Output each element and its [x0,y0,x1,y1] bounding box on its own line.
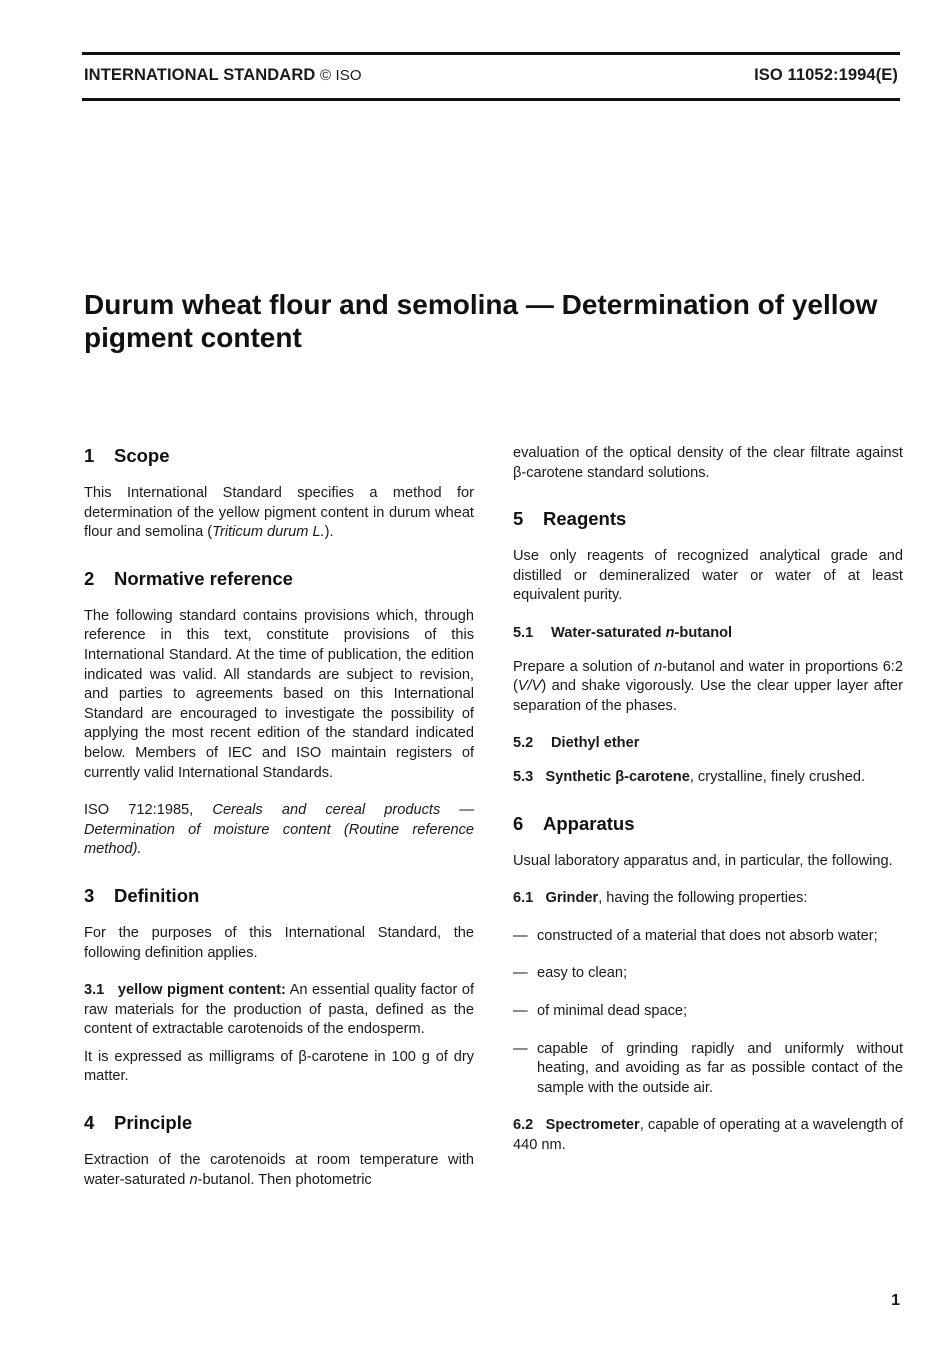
reagent-carotene [513,768,903,788]
section-title: Definition [114,884,200,906]
text-run: n [654,658,663,675]
section-heading-definition [84,884,474,908]
reference-code: ISO 712:1985, [84,802,194,819]
definition-note: It is expressed as milligrams of β-carotene in 100 g of dry matter. [84,1048,474,1085]
list-item-text: of minimal dead space; [537,1002,688,1019]
clause-title: Grinder [545,890,599,907]
text-run: Extraction of the carotenoids at room temperature with water-saturated [84,1152,474,1188]
section-number: 6 [513,812,524,834]
section-number: 3 [84,884,95,906]
definition-intro: For the purposes of this International Standard, the following definition applies. [84,924,474,961]
section-heading-principle [84,1111,474,1135]
list-item-text: constructed of a material that does not absorb water; [537,927,878,944]
section-title: Apparatus [543,812,635,834]
section-heading-apparatus [513,812,903,836]
clause-text: , crystalline, finely crushed. [689,768,866,785]
reagent-heading-diethyl-ether [513,734,903,754]
apparatus-intro: Usual laboratory apparatus and, in particular, the following. [513,852,893,869]
text-run: n [665,624,675,641]
reagents-intro: Use only reagents of recognized analytical grade and distilled or demineralized water or water of at least equivalent purity. [513,548,903,604]
species-name: Triticum durum L. [212,524,325,541]
header-rule-bottom [82,98,900,101]
text-run: ). [324,524,334,541]
text-run: -butanol [674,624,733,641]
list-item [513,1040,903,1099]
clause-title: Synthetic β-carotene [545,768,690,785]
section-number: 4 [84,1112,95,1134]
section-title: Principle [114,1112,193,1134]
dash-marker: — [513,927,528,944]
list-item [513,927,903,947]
clause-number: 5.2 [513,735,534,752]
text-run: Water-saturated [551,624,666,641]
apparatus-spectrometer [513,1116,903,1155]
left-column [84,444,474,1208]
dash-marker: — [513,1040,528,1057]
normative-paragraph: The following standard contains provisions which, through reference in this text, constitute provisions of this International Standard. At the time of publication, the edition indicated was valid. All standards are subject to revision, and parties to agreements based on this International Standard are encouraged to investigate the possibility of applying the most recent edition of the standard indicated below. Members of IEC and ISO maintain registers of currently valid International Standards. [84,607,474,781]
document-title: Durum wheat flour and semolina — Determination of yellow pigment content [84,289,878,353]
text-run: -butanol. Then photometric [197,1171,372,1188]
text-run: n [189,1171,198,1188]
reference-title: Cereals and cereal products — Determination of moisture content (Routine reference method). [84,802,475,858]
clause-title: Spectrometer [545,1117,640,1134]
clause-text: , having the following properties: [598,890,808,907]
right-column [513,444,903,1173]
section-title: Scope [114,445,170,466]
section-number: 1 [84,445,95,466]
clause-number: 5.3 [513,768,534,785]
definition-item [84,981,474,1040]
principle-paragraph [84,1151,474,1190]
header-rule-top [82,52,900,55]
section-number: 2 [84,567,95,589]
text-run: Prepare a solution of [513,658,655,675]
clause-number: 6.2 [513,1117,534,1134]
clause-number: 3.1 [84,982,105,999]
header-standard-label: INTERNATIONAL STANDARD [84,66,316,84]
apparatus-grinder [513,889,903,909]
principle-continuation: evaluation of the optical density of the clear filtrate against β-carotene standard solutions. [513,445,903,481]
defined-term: yellow pigment content: [117,982,286,999]
reagent-heading-butanol [513,624,903,644]
normative-reference-entry [84,801,474,860]
section-number: 5 [513,508,524,530]
section-heading-scope [84,444,474,468]
dash-marker: — [513,965,528,982]
definition-text: An essential quality factor of raw materials for the production of pasta, defined as the content of extractable carotenoids of the endosperm. [84,982,475,1038]
header-left [84,66,362,85]
text-run: V/V [517,678,542,695]
text-run: ) and shake vigorously. Use the clear upper layer after separation of the phases. [513,678,903,714]
section-title: Reagents [543,508,627,530]
clause-number: 6.1 [513,890,534,907]
header-document-id: ISO 11052:1994(E) [754,66,898,84]
text-run: This International Standard specifies a method for determination of the yellow pigment content in durum wheat flour and semolina ( [84,485,474,541]
clause-text: , capable of operating at a wavelength of 440 nm. [513,1117,904,1153]
section-heading-normative-reference [84,567,474,591]
page-number: 1 [891,1292,900,1309]
list-item-text: capable of grinding rapidly and uniformly without heating, and avoiding as far as possible contact of the sample with the outside air. [537,1040,903,1096]
list-item-text: easy to clean; [537,965,628,982]
clause-number: 5.1 [513,624,534,641]
header-copyright: © ISO [320,67,362,84]
list-item [513,964,903,984]
dash-marker: — [513,1002,528,1019]
list-item [513,1002,903,1022]
section-title: Normative reference [114,567,293,589]
text-run: -butanol and water in proportions 6:2 ( [513,658,903,695]
scope-paragraph [84,484,474,543]
reagent-butanol-text [513,658,903,717]
section-heading-reagents [513,507,903,531]
clause-title: Diethyl ether [551,735,640,752]
